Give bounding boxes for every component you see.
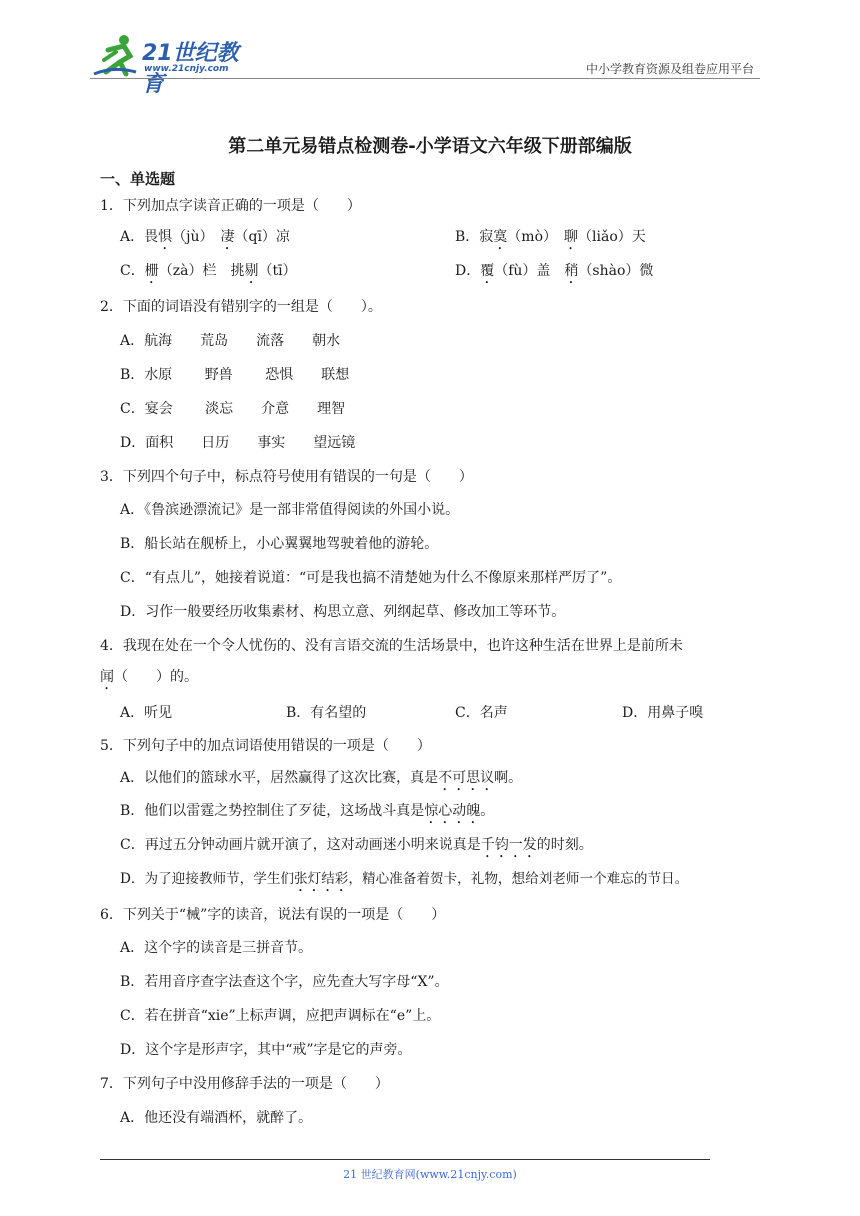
question-4-stem-line2 <box>100 667 198 693</box>
dotted-char: 寞 <box>493 229 508 245</box>
dotted-char: 稍 <box>564 263 579 279</box>
option-text: （mò） <box>507 229 565 245</box>
question-2-option-a: A．航海 荒岛 流落 朝水 <box>120 333 341 349</box>
option-text: A．以他们的篮球水平，居然赢得了这次比赛，真是 <box>120 770 439 786</box>
option-text: D．为了迎接教师节，学生们 <box>120 871 295 887</box>
dotted-phrase: 张灯结彩 <box>294 871 349 887</box>
option-text: 。 <box>480 803 495 819</box>
question-2-option-b: B．水原 野兽 恐惧 联想 <box>120 367 350 383</box>
question-6-option-d: D．这个字是形声字，其中“戒”字是它的声旁。 <box>120 1042 412 1058</box>
option-text: （jù） <box>172 229 221 245</box>
question-5-option-b <box>120 801 494 827</box>
question-5-option-c <box>120 835 593 861</box>
question-5-option-d <box>120 869 688 895</box>
question-1-option-a <box>120 227 290 253</box>
logo-url: www.21cnjy.com <box>144 64 229 74</box>
question-6-option-b: B．若用音序查字法查这个字，应先查大写字母“X”。 <box>120 974 449 990</box>
footer-link[interactable]: 21 世纪教育网(www.21cnjy.com) <box>343 1168 517 1181</box>
logo-text: 21世纪教育 <box>142 41 239 97</box>
question-1-stem: 1．下列加点字读音正确的一项是（ ） <box>100 198 361 214</box>
question-1-option-c <box>120 261 297 287</box>
question-4-option-d: D．用鼻子嗅 <box>622 705 704 721</box>
dotted-char: 剔 <box>244 263 259 279</box>
dotted-char: 覆 <box>480 263 495 279</box>
option-text: （fù）盖 <box>494 263 565 279</box>
question-5-stem: 5．下列句子中的加点词语使用错误的一项是（ ） <box>100 738 431 754</box>
option-text: （liǎo）天 <box>578 229 646 245</box>
dotted-phrase: 不可思议 <box>438 770 495 786</box>
question-2-option-d: D．面积 日历 事实 望远镜 <box>120 435 356 451</box>
question-1-option-d <box>455 261 653 287</box>
option-text: （tī） <box>258 263 297 279</box>
question-2-option-c: C．宴会 淡忘 介意 理智 <box>120 401 346 417</box>
header-platform-text: 中小学教育资源及组卷应用平台 <box>585 62 754 76</box>
page-title: 第二单元易错点检测卷-小学语文六年级下册部编版 <box>228 136 632 157</box>
option-text: 啊。 <box>494 770 523 786</box>
question-3-option-d: D．习作一般要经历收集素材、构思立意、列纲起草、修改加工等环节。 <box>120 604 566 620</box>
question-7-option-a: A．他还没有端酒杯，就醉了。 <box>120 1110 313 1126</box>
dotted-char: 凄 <box>220 229 235 245</box>
question-3-option-b: B．船长站在舰桥上，小心翼翼地驾驶着他的游轮。 <box>120 536 439 552</box>
question-5-option-a <box>120 768 522 794</box>
option-text: （zà）栏 挑 <box>158 263 245 279</box>
option-text: （qī）凉 <box>234 229 290 245</box>
runner-logo-icon <box>90 32 144 78</box>
option-text: C． <box>120 263 145 279</box>
question-6-option-a: A．这个字的读音是三拼音节。 <box>120 940 313 956</box>
dotted-char: 栅 <box>144 263 159 279</box>
question-4-option-b: B．有名望的 <box>286 705 367 721</box>
option-text: （shào）微 <box>578 263 654 279</box>
stem-text: （ ）的。 <box>114 669 198 685</box>
section-heading: 一、单选题 <box>100 170 176 188</box>
option-text: B．寂 <box>455 229 494 245</box>
option-text: A．畏 <box>120 229 159 245</box>
option-text: D． <box>455 263 481 279</box>
question-6-option-c: C．若在拼音“xie”上标声调，应把声调标在“e”上。 <box>120 1008 441 1024</box>
option-text: 的时刻。 <box>536 837 593 853</box>
dotted-char: 闻 <box>100 669 114 685</box>
question-4-stem-line1: 4．我现在处在一个令人忧伤的、没有言语交流的生活场景中，也许这种生活在世界上是前所未 <box>100 638 683 654</box>
dotted-phrase: 千钧一发 <box>480 837 537 853</box>
question-2-stem: 2．下面的词语没有错别字的一组是（ ）。 <box>100 299 382 315</box>
option-text: C．再过五分钟动画片就开演了，这对动画迷小明来说真是 <box>120 837 481 853</box>
option-text: B．他们以雷霆之势控制住了歹徒，这场战斗真是 <box>120 803 425 819</box>
question-3-stem: 3．下列四个句子中，标点符号使用有错误的一句是（ ） <box>100 469 473 485</box>
page-header <box>90 30 760 97</box>
question-7-stem: 7．下列句子中没用修辞手法的一项是（ ） <box>100 1076 389 1092</box>
question-3-option-a: A．《鲁滨逊漂流记》是一部非常值得阅读的外国小说。 <box>120 502 460 518</box>
dotted-phrase: 惊心动魄 <box>424 803 481 819</box>
question-6-stem: 6．下列关于“械”字的读音，说法有误的一项是（ ） <box>100 907 446 923</box>
question-3-option-c: C．“有点儿”，她接着说道：“可是我也搞不清楚她为什么不像原来那样严厉了”。 <box>120 570 622 586</box>
dotted-char: 聊 <box>564 229 579 245</box>
dotted-char: 惧 <box>158 229 173 245</box>
footer-divider <box>100 1159 710 1160</box>
question-4-option-c: C．名声 <box>455 705 508 721</box>
question-1-option-b <box>455 227 646 253</box>
option-text: ，精心准备着贺卡，礼物，想给刘老师一个难忘的节日。 <box>348 871 689 887</box>
question-4-option-a: A．听见 <box>120 705 173 721</box>
header-divider <box>90 78 760 79</box>
site-logo[interactable] <box>90 30 260 97</box>
